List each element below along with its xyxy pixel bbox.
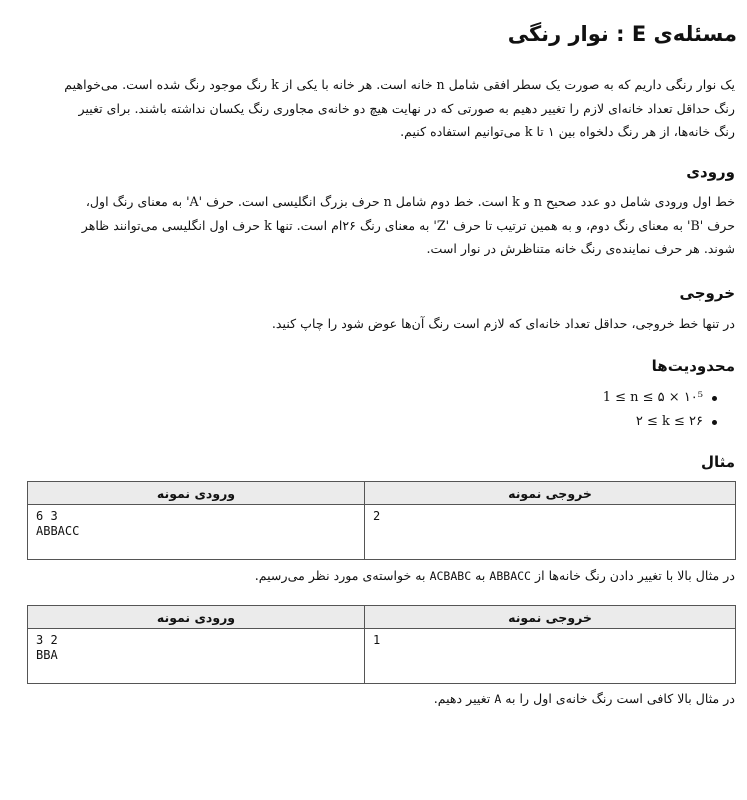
note-letter: A <box>494 692 502 706</box>
note-text: به <box>475 568 486 583</box>
statement-line: رنگ حداقل تعداد خانه‌ای لازم را تغییر دهیم به صورتی که در نهایت هیچ دو خانه‌ی مجاوری رنگ یکسان نداشته باشند. برای تغییر <box>78 100 735 116</box>
statement-line: یک نوار رنگی داریم که به صورت یک سطر افقی شامل n خانه است. هر خانه با یکی از k رنگ موجود رنگ شده است. می‌خواهیم <box>64 77 735 92</box>
note-text: در مثال بالا با تغییر دادن رنگ خانه‌ها از <box>534 568 735 583</box>
sample-note-2 <box>434 691 735 706</box>
output-line: در تنها خط خروجی، حداقل تعداد خانه‌ای که لازم است رنگ آن‌ها عوض شود را چاپ کنید. <box>271 316 735 331</box>
sample-input-header: ورودی نمونه <box>28 482 365 505</box>
example-heading: مثال <box>700 453 735 471</box>
note-text: به خواسته‌ی مورد نظر می‌رسیم. <box>254 568 426 583</box>
sample-note-1 <box>255 568 735 583</box>
sample-input-cell: 3 2 BBA <box>28 629 365 684</box>
input-line: خط اول ورودی شامل دو عدد صحیح n و k است. خط دوم شامل n حرف بزرگ انگلیسی است. حرف 'A' به معنای رنگ اول، <box>85 194 735 209</box>
problem-title: مسئله‌ی E : نوار رنگی <box>507 22 737 46</box>
constraint-item: 1 ≤ n ≤ ۵ × ۱۰⁵ <box>603 386 717 410</box>
output-heading: خروجی <box>679 284 735 302</box>
input-description <box>16 190 735 261</box>
sample-table-1 <box>27 481 736 560</box>
sample-table-2 <box>27 605 736 684</box>
problem-statement <box>16 73 735 144</box>
input-line: شوند. هر حرف نماینده‌ی رنگ خانه متناظرش در نوار است. <box>426 241 735 256</box>
output-description <box>16 312 735 336</box>
sample-output-header: خروجی نمونه <box>365 606 736 629</box>
constraints-list <box>603 386 717 434</box>
note-to-string: ACBABC <box>429 569 472 583</box>
sample-output-header: خروجی نمونه <box>365 482 736 505</box>
sample-output-cell: 2 <box>365 505 736 560</box>
input-heading: ورودی <box>686 163 735 181</box>
note-from-string: ABBACC <box>489 569 531 583</box>
constraints-heading: محدودیت‌ها <box>651 357 735 375</box>
note-text: در مثال بالا کافی است رنگ خانه‌ی اول را به <box>505 691 735 706</box>
constraint-item: ۲ ≤ k ≤ ۲۶ <box>603 410 717 434</box>
sample-input-cell: 6 3 ABBACC <box>28 505 365 560</box>
input-line: حرف 'B' به معنای رنگ دوم، و به همین ترتیب تا حرف 'Z' به معنای رنگ ۲۶ام است. تنها k حرف اول انگلیسی می‌توانند ظاهر <box>81 217 735 233</box>
sample-input-header: ورودی نمونه <box>28 606 365 629</box>
statement-line: رنگ خانه‌ها، از هر رنگ دلخواه بین ۱ تا k می‌توانیم استفاده کنیم. <box>400 124 735 139</box>
sample-output-cell: 1 <box>365 629 736 684</box>
note-text: تغییر دهیم. <box>433 691 491 706</box>
